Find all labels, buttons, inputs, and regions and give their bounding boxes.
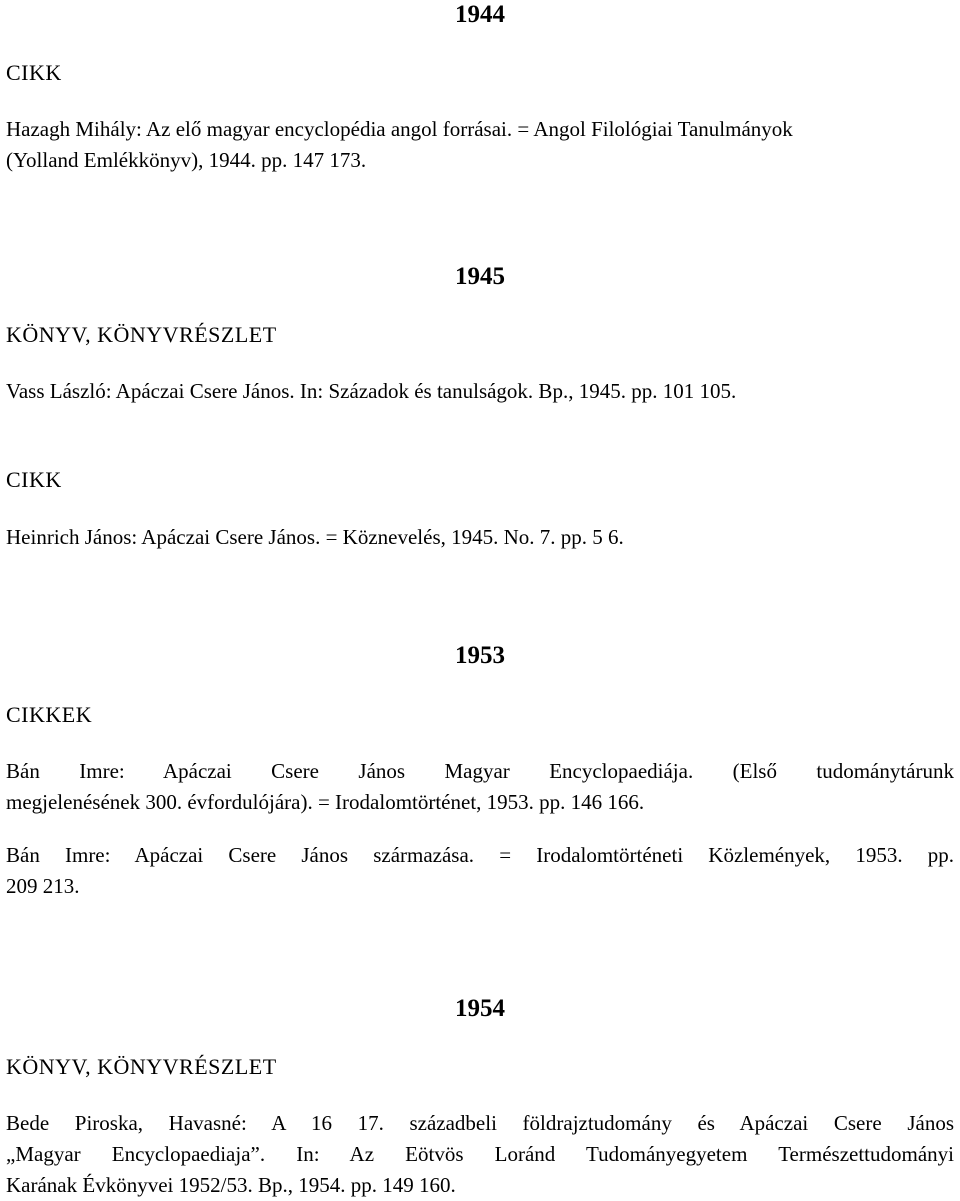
category-heading: CIKK (6, 467, 62, 492)
bibliography-entry (6, 756, 954, 818)
year-heading-1953: 1953 (455, 642, 505, 669)
entry-line: Hazagh Mihály: Az elő magyar encyclopédia angol forrásai. = Angol Filológiai Tanulmányok (6, 117, 793, 141)
year-heading-1954: 1954 (455, 995, 505, 1022)
year-heading-1945: 1945 (455, 263, 505, 290)
entry-line: „Magyar Encyclopaediaja”. In: Az Eötvös Loránd Tudományegyetem Természettudományi (6, 1142, 954, 1166)
entry-line: Heinrich János: Apáczai Csere János. = Köznevelés, 1945. No. 7. pp. 5 6. (6, 525, 624, 549)
entry-line: Karának Évkönyvei 1952/53. Bp., 1954. pp. 149 160. (6, 1173, 456, 1197)
bibliography-entry (6, 1108, 954, 1201)
category-heading: CIKK (6, 60, 62, 85)
entry-line: Bede Piroska, Havasné: A 16 17. századbeli földrajztudomány és Apáczai Csere János (6, 1111, 954, 1135)
category-heading: KÖNYV, KÖNYVRÉSZLET (6, 1054, 277, 1079)
year-heading-1944: 1944 (455, 1, 505, 28)
entry-line: megjelenésének 300. évfordulójára). = Irodalomtörténet, 1953. pp. 146 166. (6, 790, 645, 814)
bibliography-entry (6, 522, 954, 553)
entry-line: Vass László: Apáczai Csere János. In: Századok és tanulságok. Bp., 1945. pp. 101 105. (6, 379, 737, 403)
bibliography-entry (6, 840, 954, 902)
entry-line: (Yolland Emlékkönyv), 1944. pp. 147 173. (6, 148, 367, 172)
category-heading: CIKKEK (6, 702, 93, 727)
entry-line: Bán Imre: Apáczai Csere János származása. = Irodalomtörténeti Közlemények, 1953. pp. (6, 843, 954, 867)
entry-line: Bán Imre: Apáczai Csere János Magyar Encyclopaediája. (Első tudománytárunk (6, 759, 954, 783)
category-heading: KÖNYV, KÖNYVRÉSZLET (6, 322, 277, 347)
bibliography-entry (6, 114, 954, 176)
entry-line: 209 213. (6, 874, 80, 898)
bibliography-entry (6, 376, 954, 407)
